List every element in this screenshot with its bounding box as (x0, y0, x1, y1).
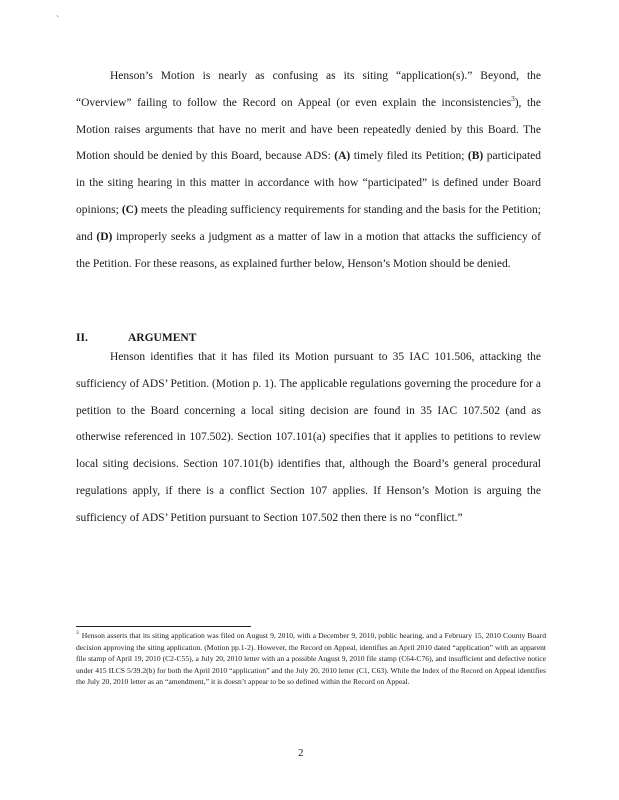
paragraph-1-text-a: Henson’s Motion is nearly as confusing as its siting “application(s).” Beyond, the “Overview” failing to follow the Record on Appeal (or even explain the inconsistencies (76, 70, 541, 109)
paragraph-1-text-c: timely filed its Petition; (350, 150, 468, 163)
paragraph-overview (76, 63, 541, 277)
point-label-b: (B) (467, 150, 484, 163)
section-number: II. (76, 332, 88, 344)
point-label-d: (D) (96, 230, 113, 243)
point-label-a: (A) (334, 150, 351, 163)
point-label-c: (C) (121, 203, 138, 216)
paragraph-1-text-e: meets the pleading sufficiency requirements for standing and the basis for the Petition; and (76, 203, 541, 243)
section-title: ARGUMENT (128, 332, 197, 344)
page-number: 2 (298, 747, 304, 759)
paragraph-1-text-b: ), the Motion raises arguments that have no merit and have been repeatedly denied by this Board. The Motion should be denied by this Board, because ADS: (76, 96, 541, 163)
footnote-divider (76, 626, 251, 627)
paragraph-2-text: Henson identifies that it has filed its Motion pursuant to 35 IAC 101.506, attacking the sufficiency of ADS’ Petition. (Motion p. 1). The applicable regulations governing the procedure for a petition to the Board concerning a local siting decision are found in 35 IAC 107.502 (and as otherwise referenced in 107.502). Section 107.101(a) specifies that it applies to petitions to review local siting decisions. Section 107.101(b) identifies that, although the Board’s general procedural regulations apply, if there is a conflict Section 107 applies. If Henson’s Motion is arguing the sufficiency of ADS’ Petition pursuant to Section 107.502 then there is no “conflict.” (76, 351, 541, 524)
footnote-mark: 3 (76, 630, 79, 637)
footnote (76, 630, 546, 688)
footnote-reference[interactable]: 3 (511, 94, 515, 103)
paragraph-1-text-d: participated in the siting hearing in this matter in accordance with how “participated” is defined under Board opinions; (76, 150, 541, 216)
paragraph-argument (76, 344, 541, 532)
section-heading (76, 331, 196, 345)
paragraph-1-text-f: improperly seeks a judgment as a matter of law in a motion that attacks the sufficiency of the Petition. For these reasons, as explained further below, Henson’s Motion should be denied. (76, 230, 542, 270)
footnote-text: Henson asserts that its siting application was filed on August 9, 2010, with a December 9, 2010, public hearing, and a February 15, 2010 County Board decision approving the siting application. (Motion pp.1-2). However, the Record on Appeal, identifies an April 2010 dated “application” with an apparent file stamp of April 19, 2010 (C2-C55), a July 20, 2010 letter with an a possible August 9, 2010 file stamp (C64-C76), and insufficient and defective notice under 415 ILCS 5/39.2(b) for both the April 2010 “application” and the July 20, 2010 letter (C1, C63). While the Index of the Record on Appeal identifies the July 20, 2010 letter as an “amendment,” it is doesn’t appear to be so defined within the Record on Appeal. (76, 631, 546, 687)
corner-mark: ` (56, 14, 59, 24)
